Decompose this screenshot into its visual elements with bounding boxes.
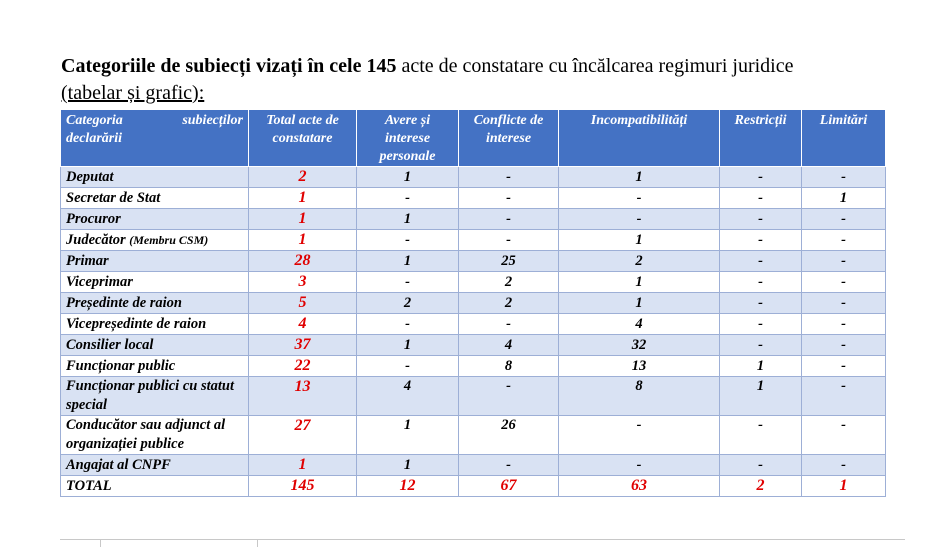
- cell-conflicte: -: [459, 314, 559, 335]
- total-total: 145: [249, 476, 357, 497]
- cell-total: 1: [249, 188, 357, 209]
- row-category-label: Procuror: [66, 211, 121, 227]
- cell-avere: -: [357, 356, 459, 377]
- cell-restrictii: 1: [720, 377, 802, 416]
- cell-total: 4: [249, 314, 357, 335]
- cell-restrictii: -: [720, 314, 802, 335]
- row-category: [61, 335, 249, 356]
- table-row: [61, 293, 886, 314]
- footer-tick: [100, 539, 101, 547]
- row-category: [61, 209, 249, 230]
- cell-restrictii: -: [720, 335, 802, 356]
- cell-total: 1: [249, 455, 357, 476]
- cell-conflicte: -: [459, 188, 559, 209]
- cell-avere: -: [357, 272, 459, 293]
- row-category-label: Funcționar public: [66, 358, 176, 374]
- cell-conflicte: -: [459, 377, 559, 416]
- cell-restrictii: -: [720, 455, 802, 476]
- cell-restrictii: -: [720, 230, 802, 251]
- cell-incompat: -: [559, 188, 720, 209]
- cell-avere: -: [357, 188, 459, 209]
- row-category-label: Conducător sau adjunct al organizației publice: [66, 417, 226, 452]
- cell-limitari: -: [802, 272, 886, 293]
- row-category: [61, 167, 249, 188]
- cell-limitari: -: [802, 293, 886, 314]
- cell-avere: 1: [357, 251, 459, 272]
- cell-incompat: 2: [559, 251, 720, 272]
- cell-conflicte: 4: [459, 335, 559, 356]
- header-incompatibilitati: Incompatibilități: [559, 110, 720, 167]
- cell-conflicte: 25: [459, 251, 559, 272]
- cell-total: 5: [249, 293, 357, 314]
- cell-conflicte: -: [459, 209, 559, 230]
- cell-conflicte: -: [459, 167, 559, 188]
- cell-total: 1: [249, 230, 357, 251]
- table-header-row: [61, 110, 886, 167]
- cell-conflicte: 2: [459, 272, 559, 293]
- header-restrictii: Restricții: [720, 110, 802, 167]
- cell-total: 37: [249, 335, 357, 356]
- row-category: [61, 272, 249, 293]
- cell-incompat: 13: [559, 356, 720, 377]
- cell-restrictii: -: [720, 272, 802, 293]
- table-row: [61, 251, 886, 272]
- table-row: [61, 272, 886, 293]
- row-category: [61, 356, 249, 377]
- row-category-note: (Membru CSM): [129, 233, 209, 247]
- cell-limitari: -: [802, 455, 886, 476]
- cell-restrictii: -: [720, 209, 802, 230]
- cell-limitari: -: [802, 335, 886, 356]
- row-category-label: Consilier local: [66, 337, 154, 353]
- cell-total: 22: [249, 356, 357, 377]
- header-category: Categoria subiecților declarării: [61, 110, 249, 167]
- header-limitari: Limitări: [802, 110, 886, 167]
- total-conflicte: 67: [459, 476, 559, 497]
- cell-incompat: 1: [559, 272, 720, 293]
- table-row: [61, 188, 886, 209]
- cell-limitari: -: [802, 167, 886, 188]
- cell-avere: -: [357, 314, 459, 335]
- cell-limitari: -: [802, 209, 886, 230]
- cell-limitari: 1: [802, 188, 886, 209]
- cell-restrictii: 1: [720, 356, 802, 377]
- table-row: [61, 377, 886, 416]
- cell-conflicte: 26: [459, 416, 559, 455]
- row-category-label: Funcționar publici cu statut special: [66, 378, 235, 413]
- row-category-label: Primar: [66, 253, 109, 269]
- row-category-label: Secretar de Stat: [66, 190, 161, 206]
- total-incompat: 63: [559, 476, 720, 497]
- row-category-label: Președinte de raion: [66, 295, 182, 311]
- cell-limitari: -: [802, 230, 886, 251]
- page-footer-rule: [60, 539, 905, 540]
- cell-avere: 1: [357, 416, 459, 455]
- cell-incompat: 8: [559, 377, 720, 416]
- total-label: TOTAL: [61, 476, 249, 497]
- cell-conflicte: 2: [459, 293, 559, 314]
- cell-conflicte: -: [459, 455, 559, 476]
- total-row: [61, 476, 886, 497]
- row-category-label: Viceprimar: [66, 274, 133, 290]
- cell-restrictii: -: [720, 167, 802, 188]
- footer-tick: [257, 539, 258, 547]
- table-row: [61, 167, 886, 188]
- table-row: [61, 209, 886, 230]
- cell-incompat: 1: [559, 167, 720, 188]
- table-row: [61, 416, 886, 455]
- table-row: [61, 455, 886, 476]
- header-total: Total acte de constatare: [249, 110, 357, 167]
- table-row: [61, 335, 886, 356]
- total-limitari: 1: [802, 476, 886, 497]
- cell-avere: 1: [357, 209, 459, 230]
- cell-incompat: -: [559, 416, 720, 455]
- row-category-label: Angajat al CNPF: [66, 457, 171, 473]
- cell-total: 13: [249, 377, 357, 416]
- cell-total: 3: [249, 272, 357, 293]
- cell-avere: 1: [357, 455, 459, 476]
- cell-avere: -: [357, 230, 459, 251]
- table-row: [61, 314, 886, 335]
- cell-conflicte: 8: [459, 356, 559, 377]
- acts-table: [60, 109, 886, 497]
- row-category: [61, 455, 249, 476]
- row-category-label: Judecător: [66, 232, 130, 248]
- cell-limitari: -: [802, 314, 886, 335]
- cell-avere: 1: [357, 335, 459, 356]
- cell-total: 27: [249, 416, 357, 455]
- cell-avere: 2: [357, 293, 459, 314]
- cell-restrictii: -: [720, 251, 802, 272]
- row-category-label: Vicepreședinte de raion: [66, 316, 207, 332]
- document-heading: [61, 53, 911, 107]
- cell-avere: 4: [357, 377, 459, 416]
- total-restrictii: 2: [720, 476, 802, 497]
- header-conflicte: Conflicte de interese: [459, 110, 559, 167]
- row-category: [61, 293, 249, 314]
- row-category: [61, 230, 249, 251]
- table-row: [61, 356, 886, 377]
- table-row: [61, 230, 886, 251]
- cell-avere: 1: [357, 167, 459, 188]
- cell-total: 1: [249, 209, 357, 230]
- cell-incompat: -: [559, 209, 720, 230]
- heading-normal: acte de constatare cu încălcarea regimuri juridice: [396, 55, 794, 77]
- cell-restrictii: -: [720, 188, 802, 209]
- row-category: [61, 188, 249, 209]
- row-category: [61, 416, 249, 455]
- row-category: [61, 314, 249, 335]
- cell-incompat: 32: [559, 335, 720, 356]
- header-avere: Avere și interese personale: [357, 110, 459, 167]
- cell-total: 28: [249, 251, 357, 272]
- cell-incompat: -: [559, 455, 720, 476]
- cell-restrictii: -: [720, 293, 802, 314]
- row-category: [61, 251, 249, 272]
- heading-subline: (tabelar și grafic):: [61, 82, 205, 104]
- row-category: [61, 377, 249, 416]
- cell-limitari: -: [802, 251, 886, 272]
- cell-total: 2: [249, 167, 357, 188]
- cell-limitari: -: [802, 377, 886, 416]
- cell-limitari: -: [802, 356, 886, 377]
- cell-restrictii: -: [720, 416, 802, 455]
- cell-incompat: 1: [559, 230, 720, 251]
- cell-conflicte: -: [459, 230, 559, 251]
- cell-limitari: -: [802, 416, 886, 455]
- cell-incompat: 4: [559, 314, 720, 335]
- total-avere: 12: [357, 476, 459, 497]
- heading-bold: Categoriile de subiecți vizați în cele 145: [61, 55, 397, 77]
- row-category-label: Deputat: [66, 169, 114, 185]
- cell-incompat: 1: [559, 293, 720, 314]
